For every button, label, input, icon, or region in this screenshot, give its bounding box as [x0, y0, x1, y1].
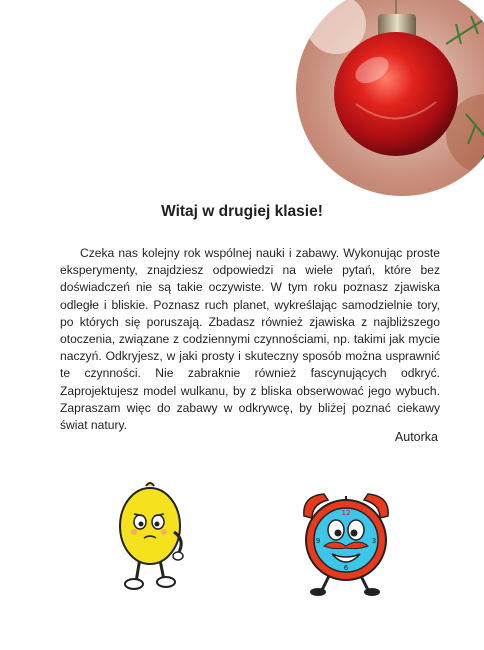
svg-text:9: 9	[315, 537, 321, 545]
svg-text:12: 12	[341, 509, 351, 517]
page-title: Witaj w drugiej klasie!	[161, 203, 323, 220]
ornament-photo	[296, 0, 484, 196]
author-signature: Autorka	[394, 430, 438, 444]
lemon-character-illustration	[106, 476, 198, 603]
svg-text:3: 3	[371, 537, 377, 545]
alarm-clock-character-illustration	[294, 486, 398, 603]
body-paragraph: Czeka nas kolejny rok wspólnej nauki i zabawy. Wykonując proste eksperymenty, znajdziesz odpowiedzi na wiele pytań, które bez doświadczeń nie są takie oczywiste. W tym roku poznasz zjawiska odległe i bliskie. Poznasz ruch planet, wykreślając samodzielnie tory, po których się poruszają. Zbadasz również zjawiska z najbliższego otoczenia, związane z codziennymi czynnościami, np. takimi jak mycie naczyń. Odkryjesz, w jaki prosty i skuteczny sposób można usprawnić te czynności. Nie zabraknie również fascynujących odkryć. Zaprojektujesz model wulkanu, by z bliska obserwować jego wybuch. Zapraszam więc do zabawy w odkrywcę, by bliżej poznać ciekawy świat natury.	[60, 246, 440, 433]
svg-text:6: 6	[343, 564, 349, 572]
